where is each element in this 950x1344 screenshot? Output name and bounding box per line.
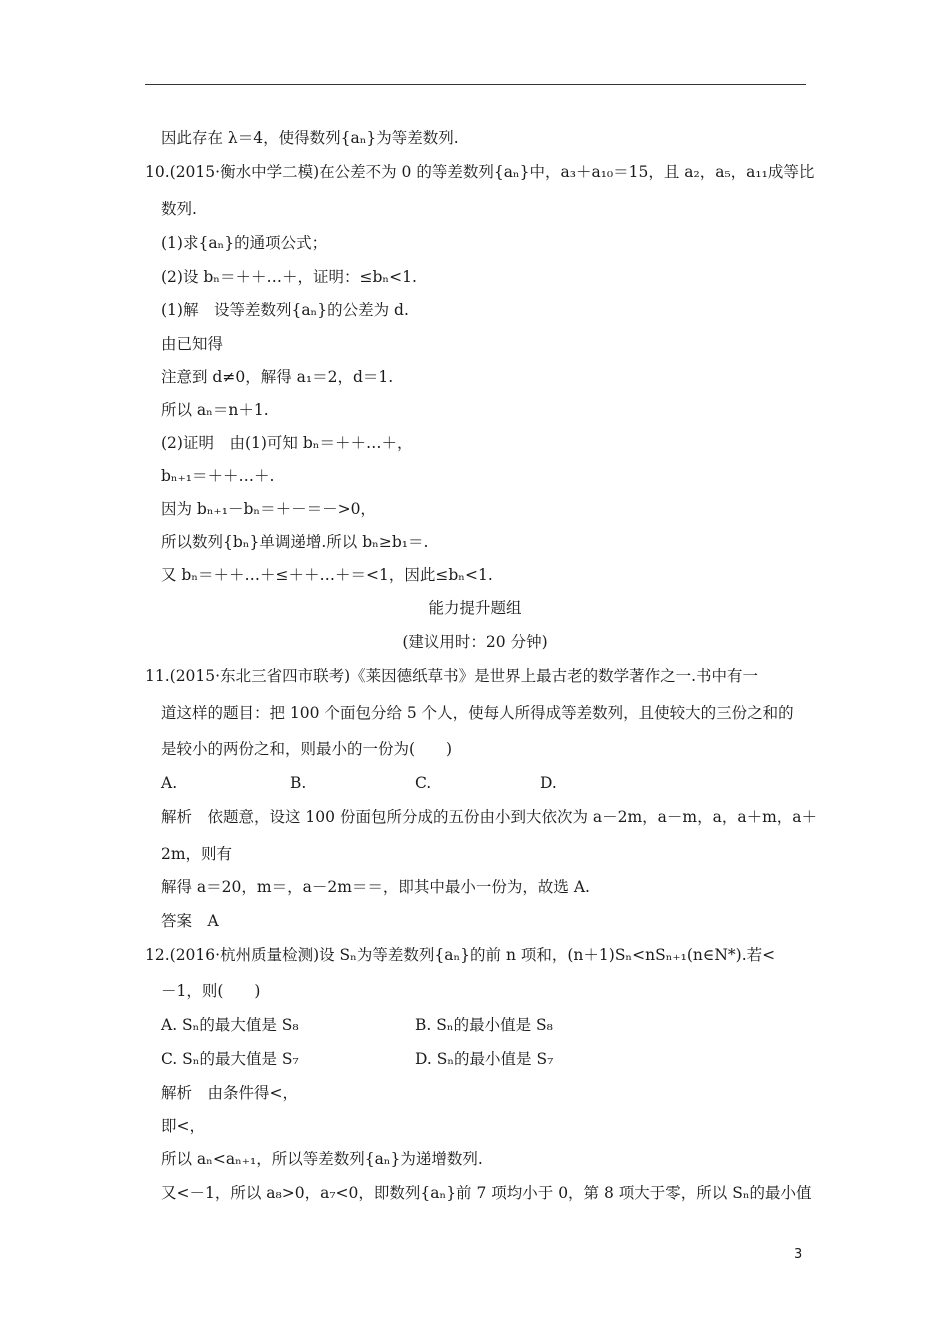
text-line: 是较小的两份之和，则最小的一份为( ) (161, 740, 453, 758)
text-line: 10.(2015·衡水中学二模)在公差不为 0 的等差数列{aₙ}中，a₃＋a₁₀＝15，且 a₂，a₅，a₁₁成等比 (145, 163, 815, 181)
section-title: 能力提升题组 (428, 599, 522, 617)
q11-option-d: D. (540, 774, 557, 792)
q12-option-c: C. Sₙ的最大值是 S₇ (161, 1050, 299, 1068)
text-line: 数列. (161, 200, 197, 218)
text-line: 所以 aₙ<aₙ₊₁，所以等差数列{aₙ}为递增数列. (161, 1150, 483, 1168)
q12-option-a: A. Sₙ的最大值是 S₈ (161, 1016, 299, 1034)
text-line: 11.(2015·东北三省四市联考)《莱因德纸草书》是世界上最古老的数学著作之一.书中有一 (145, 667, 759, 685)
text-line: 即<， (161, 1117, 205, 1135)
text-line: 2m，则有 (161, 845, 233, 863)
q11-option-c: C. (415, 774, 432, 792)
q11-option-a: A. (161, 774, 178, 792)
q12-option-b: B. Sₙ的最小值是 S₈ (415, 1016, 553, 1034)
text-line: 注意到 d≠0，解得 a₁＝2，d＝1. (161, 368, 394, 386)
text-line: (1)求{aₙ}的通项公式； (161, 234, 328, 252)
text-line: 又<－1，所以 a₈>0，a₇<0，即数列{aₙ}前 7 项均小于 0，第 8 项大于零，所以 Sₙ的最小值 (161, 1184, 812, 1202)
text-line: 解得 a＝20，m＝，a－2m＝＝，即其中最小一份为，故选 A. (161, 878, 590, 896)
text-line: 道这样的题目：把 100 个面包分给 5 个人，使每人所得成等差数列，且使较大的三份之和的 (161, 704, 794, 722)
section-subtitle: (建议用时：20 分钟) (402, 633, 548, 651)
q11-option-b: B. (290, 774, 307, 792)
text-line: 12.(2016·杭州质量检测)设 Sₙ为等差数列{aₙ}的前 n 项和，(n＋1)Sₙ<nSₙ₊₁(n∈N*).若< (145, 946, 776, 964)
q12-option-d: D. Sₙ的最小值是 S₇ (415, 1050, 554, 1068)
text-line: 因为 bₙ₊₁－bₙ＝＋－＝－>0， (161, 500, 376, 518)
text-line: 因此存在 λ＝4，使得数列{aₙ}为等差数列. (161, 129, 459, 147)
text-line: 答案 A (161, 912, 219, 930)
text-line: 解析 依题意，设这 100 份面包所分成的五份由小到大依次为 a－2m，a－m，a，a＋m，a＋ (161, 808, 818, 826)
text-line: 由已知得 (161, 335, 224, 353)
text-line: 又 bₙ＝＋＋…＋≤＋＋…＋＝<1，因此≤bₙ<1. (161, 566, 493, 584)
text-line: 解析 由条件得<， (161, 1084, 298, 1102)
text-line: (1)解 设等差数列{aₙ}的公差为 d. (161, 301, 409, 319)
text-line: －1，则( ) (161, 982, 261, 1000)
text-line: bₙ₊₁＝＋＋…＋. (161, 467, 275, 485)
text-line: 所以数列{bₙ}单调递增.所以 bₙ≥b₁＝. (161, 533, 429, 551)
page-number: 3 (794, 1247, 803, 1262)
text-line: (2)证明 由(1)可知 bₙ＝＋＋…＋， (161, 434, 413, 452)
text-line: (2)设 bₙ＝＋＋…＋，证明：≤bₙ<1. (161, 268, 417, 286)
text-line: 所以 aₙ＝n＋1. (161, 401, 269, 419)
header-rule (145, 84, 806, 85)
